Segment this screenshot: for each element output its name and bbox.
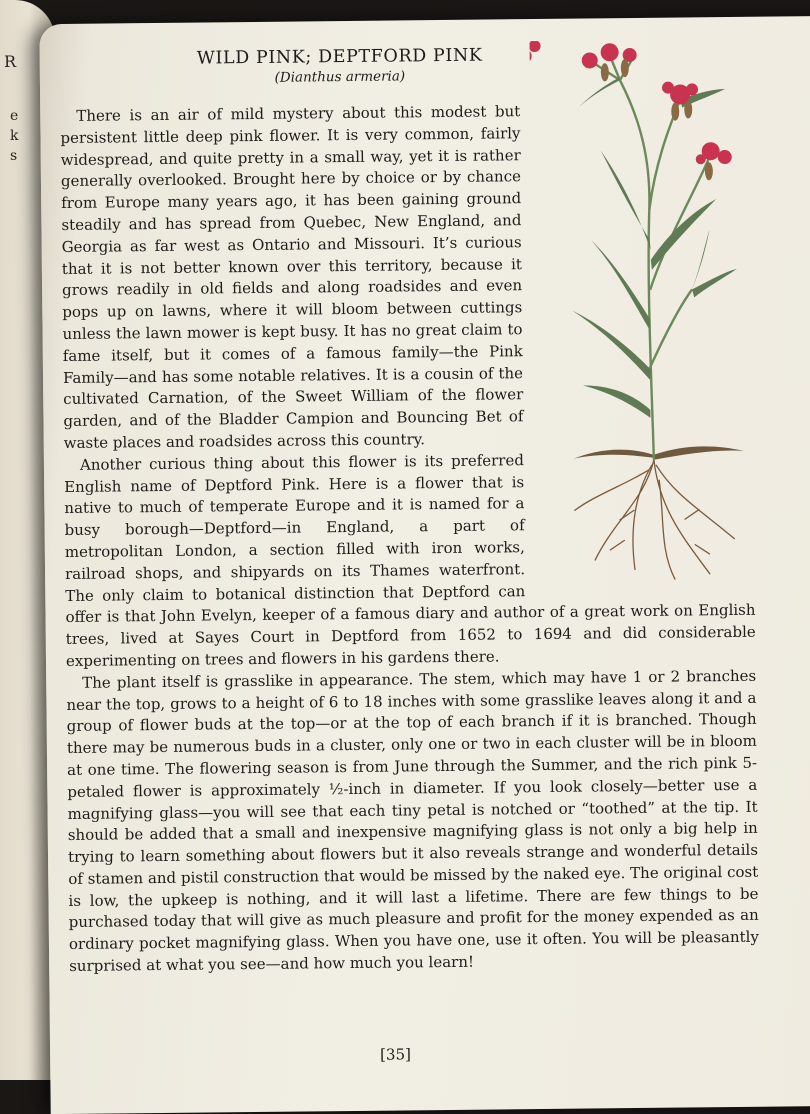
plant-stems — [590, 54, 714, 460]
article-body — [60, 99, 759, 978]
plant-leaves — [570, 77, 739, 419]
page-title: WILD PINK; DEPTFORD PINK — [196, 45, 483, 69]
page-content — [59, 27, 759, 978]
left-page-fragment: e — [10, 108, 19, 124]
plant-base-leaves — [574, 446, 744, 461]
left-page-fragment: k — [10, 128, 19, 144]
left-page-fragment: s — [10, 148, 18, 164]
book-page — [39, 16, 810, 1114]
scientific-name: (Dianthus armeria) — [274, 68, 406, 86]
page-number: [35] — [380, 1045, 412, 1064]
plant-roots — [574, 459, 735, 581]
paragraph: Another curious thing about this flower is its preferred English name of Deptford Pink. Here is a flower that is native to much of temperate Europe and it is named for a busy borough—Deptford—in England, a part of metropolitan London, a section filled with iron works, railroad shops, and shipyards on its Thames waterfront. The only claim to botanical distinction that Deptford can offer is that John Evelyn, keeper of a famous diary and author of a great work on English trees, lived at Sayes Court in Deptford from 1652 to 1694 and did considerable experimenting on trees and flowers in his gardens there. — [64, 450, 756, 670]
left-page-fragment: R — [4, 52, 17, 71]
paragraph: There is an air of mild mystery about this modest but persistent little deep pink flower. It is very common, fairly widespread, and quite pretty in a small way, yet it is rather generally overlooked. Brought here by choice or by chance from Europe many years ago, it has been gaining ground steadily and has spread from Quebec, New England, and Georgia as far west as Ontario and Missouri. It’s curious that it is not better known over this territory, because it grows readily in old fields and along roadsides and even pops up on lawns, where it will bloom between cuttings unless the lawn mower is kept busy. It has no great claim to fame itself, but it comes of a famous family—the Pink Family—and has some notable relatives. It is a cousin of the cultivated Carnation, of the Sweet William of the flower garden, and of the Bladder Campion and Bouncing Bet of waste places and roadsides across this country. — [60, 102, 524, 452]
deptford-pink-illustration — [530, 39, 776, 586]
paragraph: The plant itself is grasslike in appearance. The stem, which may have 1 or 2 branches near the top, grows to a height of 6 to 18 inches with some grasslike leaves along it and a group of flower buds at the top—or at the top of each branch if it is branched. Though there may be numerous buds in a cluster, only one or two in each cluster will be in bloom at one time. The flowering season is from June through the Summer, and the rich pink 5-petaled flower is approximately ½-inch in diameter. If you look closely—better use a magnifying glass—you will see that each tiny petal is notched or “toothed” at the tip. It should be added that a small and inexpensive magnifying glass is not only a big help in trying to learn something about flowers but it also reveals strange and wonderful details of stamen and pistil construction that would be missed by the naked eye. The original cost is low, the upkeep is nothing, and it will last a lifetime. There are few things to be purchased today that will give as much pleasure and profit for the money expended as an ordinary pocket magnifying glass. When you have one, use it often. You will be pleasantly surprised at what you see—and how much you learn! — [66, 666, 760, 976]
